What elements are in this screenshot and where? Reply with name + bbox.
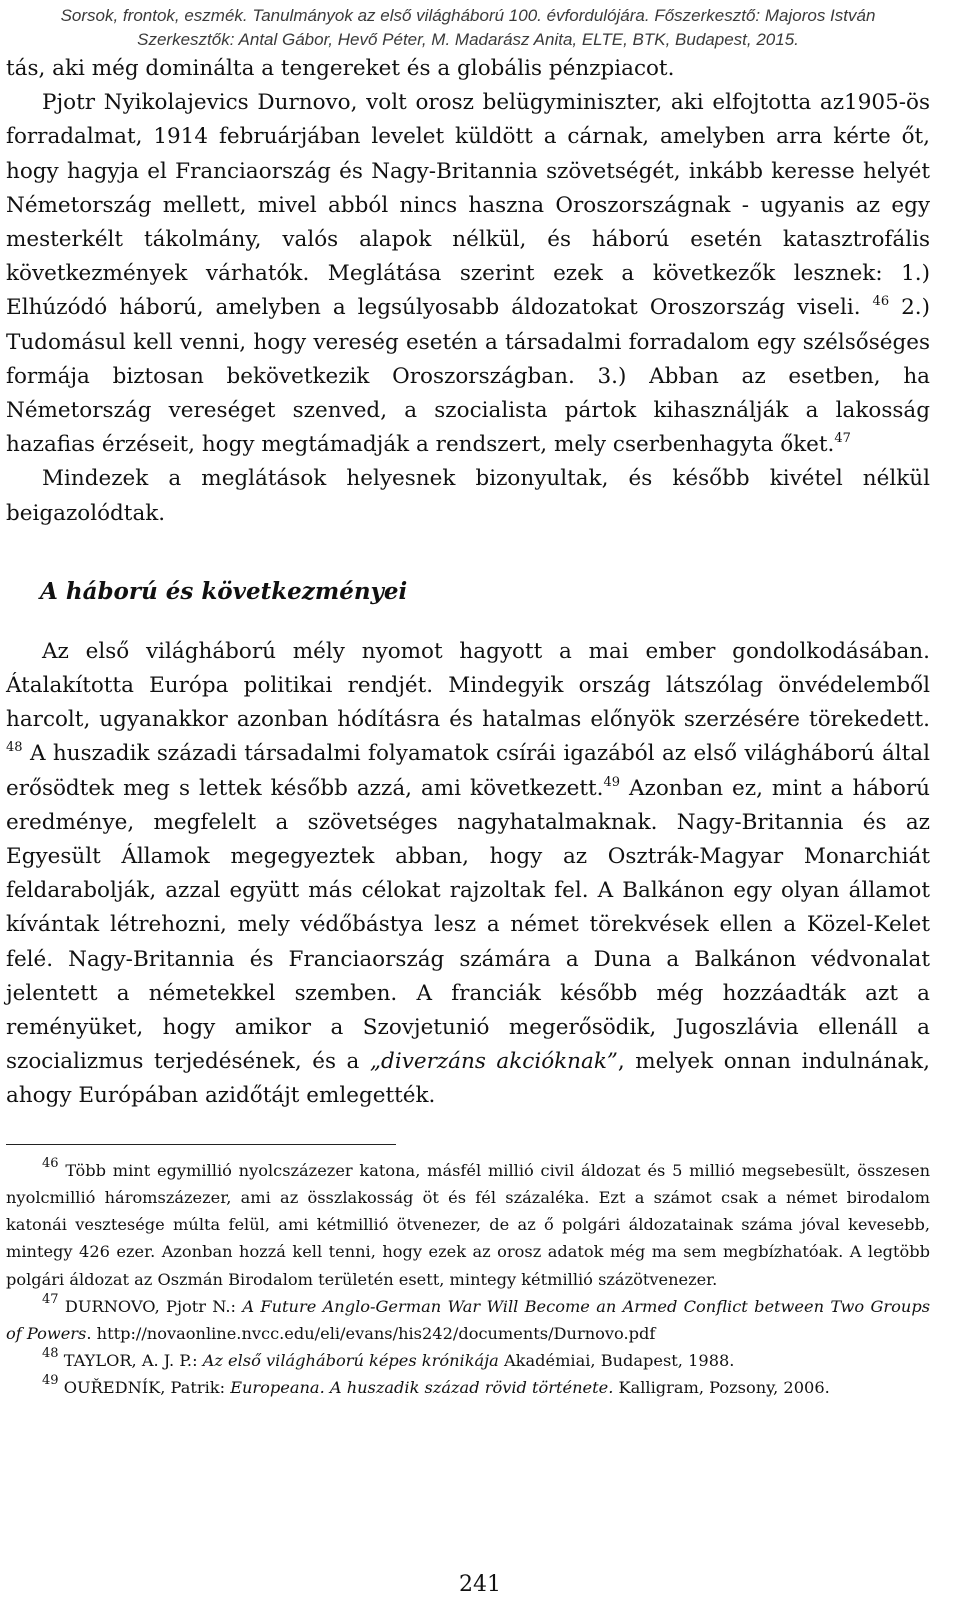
main-text [6, 52, 930, 1114]
footnote-ref-49[interactable]: 49 [603, 774, 620, 790]
footnote-ref-48[interactable]: 48 [6, 740, 23, 756]
footnote-author: OUŘEDNÍK, Patrik: [58, 1378, 231, 1398]
paragraph-text: Azonban ez, mint a háború eredménye, megfelelt a szövetséges nagyhatalmaknak. Nagy-Britannia és az Egyesült Államok megegyeztek abban, hogy az Osztrák-Magyar Monarchiát feldarabolják, azzal együtt más célokat rajzoltak fel. A Balkánon egy olyan államot kívántak létrehozni, mely védőbástya lesz a német törekvések ellen a Közel-Kelet felé. Nagy-Britannia és Franciaország számára a Duna a Balkánon védvonalat jelentett a németekkel szemben. A franciák később még hozzáadták azt a reményüket, hogy amikor a Szovjetunió megerősödik, Jugoszlávia ellenáll a szocializmus terjedésének, és a [6, 775, 930, 1075]
page-number: 241 [459, 1572, 501, 1597]
footnote-ref-46[interactable]: 46 [872, 294, 890, 310]
header-line-2: Szerkesztők: Antal Gábor, Hevő Péter, M. Madarász Anita, ELTE, BTK, Budapest, 2015. [137, 30, 799, 49]
footnote-number: 48 [42, 1346, 59, 1362]
paragraph-text: 2.) Tudomásul kell venni, hogy vereség esetén a társadalmi forradalom egy szélsőséges formája biztosan bekövetkezik Oroszországban. 3.) Abban az esetben, ha Németország vereséget szenved, a szocialista pártok kihasználják a lakosság hazafias érzéseit, hogy megtámadják a rendszert, mely cserbenhagyta őket. [6, 295, 930, 458]
footnote-49 [6, 1374, 930, 1401]
paragraph-consequences [6, 635, 930, 1114]
footnote-separator [6, 1144, 396, 1145]
footnote-48 [6, 1347, 930, 1374]
paragraph-conclusion: Mindezek a meglátások helyesnek bizonyultak, és később kivétel nélkül beigazolódtak. [6, 466, 930, 526]
footnotes [6, 1157, 930, 1402]
footnote-number: 47 [42, 1291, 59, 1307]
paragraph-text: Az első világháború mély nyomot hagyott a mai ember gondolkodásában. Átalakította Európa politikai rendjét. Mindegyik ország látszólag önvédelemből harcolt, ugyanakkor azonban hódításra és hatalmas előnyök szerzésére törekedett. [6, 638, 930, 733]
paragraph-text: Pjotr Nyikolajevics Durnovo, volt orosz belügyminiszter, aki elfojtotta az1905-ös forradalmat, 1914 februárjában levelet küldött a cárnak, amelyben arra kérte őt, hogy hagyja el Franciaország és Nagy-Britannia szövetségét, inkább keresse helyét Németország mellett, mivel abból nincs haszna Oroszországnak - ugyanis az egy mesterkélt tákolmány, valós alapok nélkül, és háború esetén katasztrofális következmények várhatók. Meglátása szerint ezek a következők lesznek: 1.) Elhúzódó háború, amelyben a legsúlyosabb áldozatokat Oroszország viseli. [6, 90, 930, 321]
paragraph-continuation: tás, aki még dominálta a tengereket és a globális pénzpiacot. [6, 56, 675, 81]
paragraph-text: A huszadik századi társadalmi folyamatok csírái igazából az első világháború által erősödtek meg s lettek később azzá, ami következett. [6, 741, 930, 801]
footnote-number: 49 [42, 1373, 59, 1389]
paragraph-text: , melyek onnan indulnának, ahogy Európában azidőtájt emlegették. [6, 1049, 930, 1109]
footnote-number: 46 [42, 1155, 59, 1171]
paragraph-durnovo [6, 86, 930, 462]
footnote-publisher: Kalligram, Pozsony, 2006. [613, 1378, 830, 1398]
running-header [6, 0, 930, 52]
quoted-term: „diverzáns akcióknak” [369, 1049, 618, 1075]
footnote-author: TAYLOR, A. J. P.: [58, 1351, 203, 1371]
footnote-title: Europeana. A huszadik század rövid története. [230, 1378, 614, 1398]
footnote-author: DURNOVO, Pjotr N.: [58, 1296, 243, 1316]
header-line-1: Sorsok, frontok, eszmék. Tanulmányok az első világháború 100. évfordulójára. Főszerkesztő: Majoros István [60, 6, 876, 25]
footnote-47 [6, 1293, 930, 1347]
footnote-title: Az első világháború képes krónikája [202, 1351, 499, 1371]
footnote-ref-47[interactable]: 47 [834, 431, 851, 447]
footnote-46 [6, 1157, 930, 1293]
footnote-publisher: Akadémiai, Budapest, 1988. [498, 1351, 735, 1371]
footnote-text: Több mint egymillió nyolcszázezer katona, másfél millió civil áldozat és 5 millió megsebesült, összesen nyolcmillió háromszázezer, ami az összlakosság öt és fél százaléka. Ezt a számot csak a német birodalom katonái vesztesége múlta felül, ami kétmillió ötvenezer, de az ő polgári áldozatainak száma jóval kevesebb, mintegy 426 ezer. Azonban hozzá kell tenni, hogy ezek az orosz adatok még ma sem megbízhatóak. A legtöbb polgári áldozat az Oszmán Birodalom területén esett, mintegy kétmillió százötvenezer. [6, 1160, 930, 1289]
section-heading: A háború és következményei [40, 577, 408, 605]
footnote-title: A Future Anglo-German War Will Become an Armed Conflict between Two Groups of Powers [6, 1296, 930, 1343]
footnote-link[interactable]: . http://novaonline.nvcc.edu/eli/evans/his242/documents/Durnovo.pdf [86, 1323, 656, 1343]
